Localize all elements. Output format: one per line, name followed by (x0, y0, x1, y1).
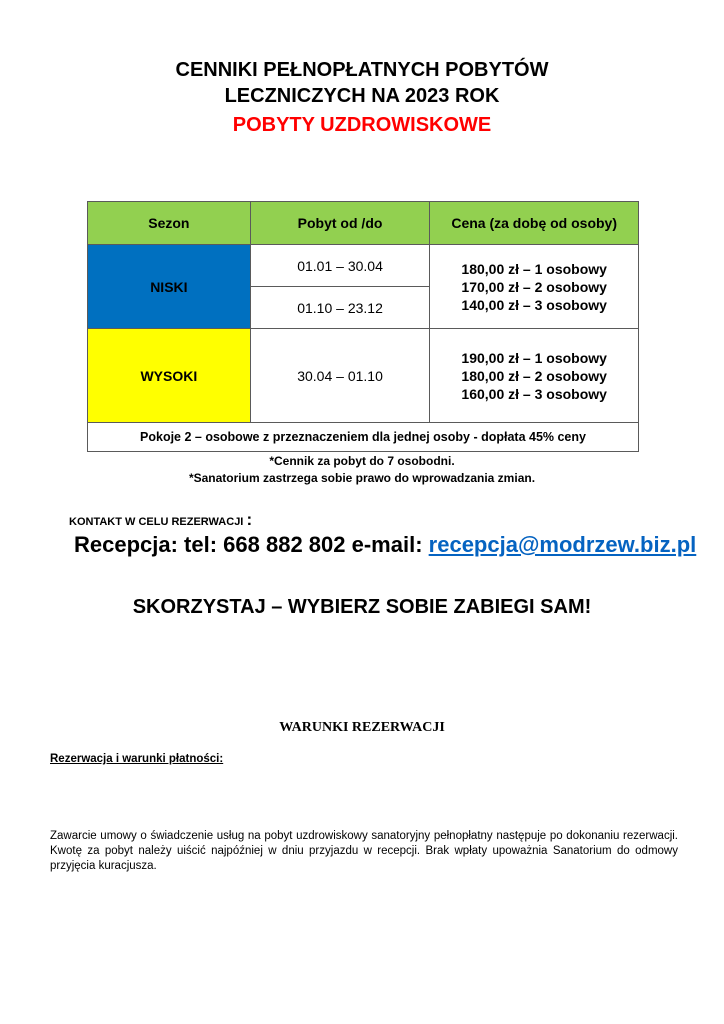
price-niski (430, 245, 639, 329)
title-line-1: CENNIKI PEŁNOPŁATNYCH POBYTÓW (175, 59, 549, 81)
note-1: *Cennik za pobyt do 7 osobodni. (269, 454, 455, 468)
dates-niski-1: 01.01 – 30.04 (250, 245, 430, 287)
table-header-row (88, 202, 639, 245)
price-line: 190,00 zł – 1 osobowy (461, 349, 607, 366)
header-price: Cena (za dobę od osoby) (430, 202, 639, 245)
dates-niski-2: 01.10 – 23.12 (250, 287, 430, 329)
title-subtitle: POBYTY UZDROWISKOWE (232, 114, 492, 136)
table-row (88, 245, 639, 287)
call-to-action: SKORZYSTAJ – WYBIERZ SOBIE ZABIEGI SAM! (132, 596, 592, 618)
contact-line (74, 532, 696, 558)
contact-phone-text: Recepcja: tel: 668 882 802 e-mail: (74, 532, 429, 557)
note-2: *Sanatorium zastrzega sobie prawo do wprowadzania zmian. (188, 471, 536, 485)
conditions-paragraph: Zawarcie umowy o świadczenie usług na pobyt uzdrowiskowy sanatoryjny pełnopłatny następuje po dokonaniu rezerwacji. Kwotę za pobyt należy uiścić najpóźniej w dniu przyjazdu w recepcji. Brak wpłaty upoważnia Sanatorium do odmowy przyjęcia kuracjusza. (50, 830, 678, 872)
table-footer-note: Pokoje 2 – osobowe z przeznaczeniem dla jednej osoby - dopłata 45% ceny (88, 423, 639, 452)
price-wysoki (430, 329, 639, 423)
conditions-title: WARUNKI REZERWACJI (279, 720, 445, 735)
season-wysoki: WYSOKI (88, 329, 251, 423)
title-line-2: LECZNICZYCH NA 2023 ROK (224, 85, 500, 107)
email-link[interactable]: recepcja@modrzew.biz.pl (428, 532, 697, 557)
contact-colon: : (246, 510, 253, 529)
price-line: 160,00 zł – 3 osobowy (461, 385, 607, 402)
contact-label-text: KONTAKT W CELU REZERWACJI (69, 516, 244, 528)
contact-label (69, 510, 252, 530)
table-row (88, 329, 639, 423)
conditions-subheading: Rezerwacja i warunki płatności: (50, 753, 224, 765)
price-table (87, 201, 639, 452)
price-line: 180,00 zł – 1 osobowy (461, 260, 607, 277)
dates-wysoki: 30.04 – 01.10 (250, 329, 430, 423)
season-niski: NISKI (88, 245, 251, 329)
price-line: 140,00 zł – 3 osobowy (461, 296, 607, 313)
price-line: 170,00 zł – 2 osobowy (461, 278, 607, 295)
header-season: Sezon (88, 202, 251, 245)
header-dates: Pobyt od /do (250, 202, 430, 245)
table-footer-row (88, 423, 639, 452)
price-line: 180,00 zł – 2 osobowy (461, 367, 607, 384)
